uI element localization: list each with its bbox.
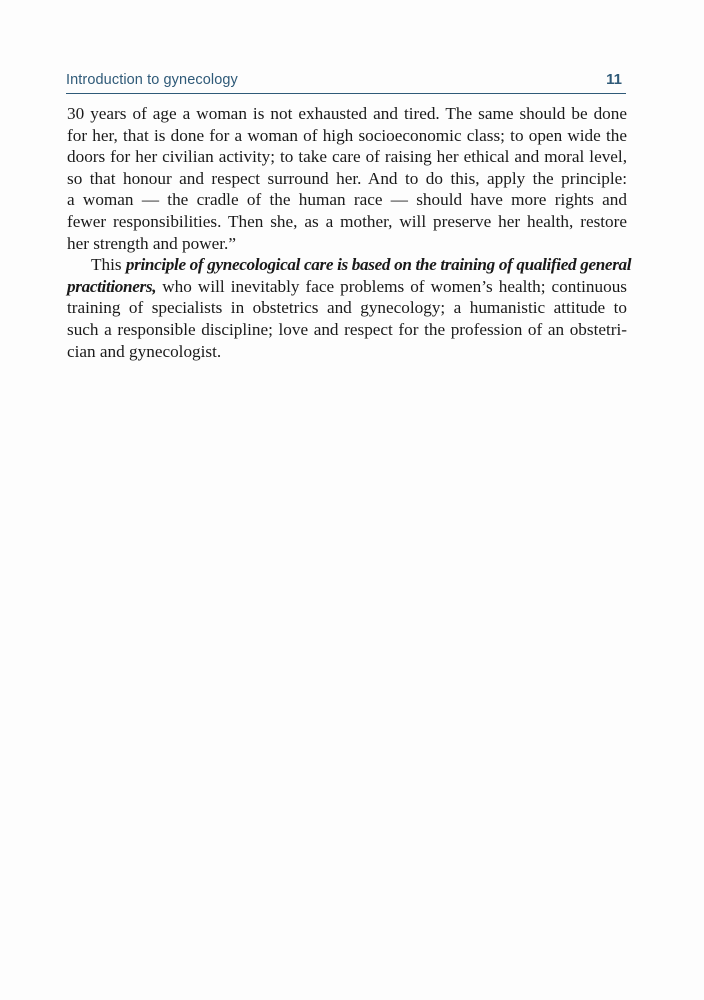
text-line: such a responsible discipline; love and respect for the profession of an obstetri- (67, 319, 627, 339)
running-header (66, 70, 626, 90)
text-line (67, 254, 632, 276)
text-line: 30 years of age a woman is not exhausted and tired. The same should be done (67, 104, 627, 123)
text-line (67, 276, 627, 298)
text-line: a woman — the cradle of the human race — should have more rights and (67, 190, 627, 210)
text-run: This (91, 255, 126, 275)
text-line: for her, that is done for a woman of high socioeconomic class; to open wide the (67, 125, 627, 145)
page-number: 11 (606, 71, 622, 88)
paragraph-1 (67, 103, 627, 254)
text-line: training of specialists in obstetrics and gynecology; a humanistic attitude to (67, 298, 627, 318)
text-run: who will inevitably face problems of women’s health; continuous (156, 276, 627, 296)
paragraph-2 (67, 254, 632, 362)
text-line: her strength and power.” (67, 233, 236, 253)
chapter-title: Introduction to gynecology (66, 72, 238, 88)
emphasized-text: principle of gynecological care is based on the training of qualified general (125, 255, 632, 275)
text-line: cian and gynecologist. (67, 341, 222, 361)
text-line: fewer responsibilities. Then she, as a mother, will preserve her health, restore (67, 211, 627, 231)
emphasized-text: practitioners, (67, 276, 157, 296)
text-line: so that honour and respect surround her. And to do this, apply the principle: (67, 168, 627, 188)
header-rule (66, 93, 626, 94)
text-line: doors for her civilian activity; to take care of raising her ethical and moral level, (67, 147, 627, 167)
body-text (67, 103, 632, 362)
